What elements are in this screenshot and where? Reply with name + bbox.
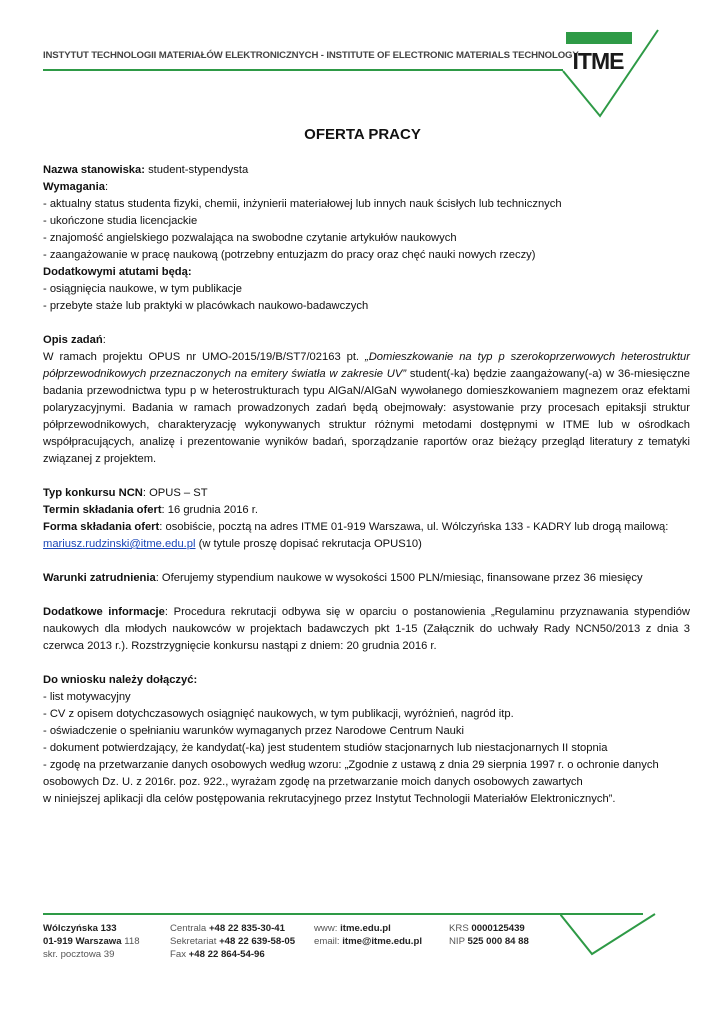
attach-label: Do wniosku należy dołączyć:	[43, 674, 198, 686]
asset-item: - osiągnięcia naukowe, w tym publikacje	[43, 283, 242, 295]
email-note: (w tytule proszę dopisać rekrutacja OPUS10)	[195, 538, 422, 550]
krs-label: KRS	[449, 923, 472, 934]
tasks-label: Opis zadań	[43, 334, 103, 346]
contest-value: : OPUS – ST	[142, 487, 208, 499]
extra-value: : Procedura rekrutacji odbywa się w oparciu o postanowienia „Regulaminu przyznawania stypendiów naukowych dla młodych naukowców w projektach badawczych pkt 1-15 (Załącznik do uchwały Rady NCN50/2013 z dnia 3 czerwca 2013 r.). Rozstrzygnięcie konkursu nastąpi z dniem: 20 grudnia 2016 r.	[43, 606, 691, 652]
tasks-heading	[43, 332, 690, 349]
secretariat-phone: +48 22 639-58-05	[219, 936, 296, 947]
requirement-item: - ukończone studia licencjackie	[43, 215, 198, 227]
page-title: OFERTA PRACY	[304, 126, 421, 143]
asset-item: - przebyte staże lub praktyki w placówkach naukowo-badawczych	[43, 300, 369, 312]
email-link[interactable]: mariusz.rudzinski@itme.edu.pl	[43, 538, 196, 550]
job-offer-body	[43, 162, 690, 808]
email-label: email:	[314, 936, 343, 947]
header-divider	[43, 69, 563, 71]
requirement-item: - znajomość angielskiego pozwalająca na swobodne czytanie artykułów naukowych	[43, 232, 457, 244]
footer-phones	[170, 922, 295, 961]
footer-web	[314, 922, 422, 948]
deadline-label: Termin składania ofert	[43, 504, 162, 516]
conditions-line	[43, 570, 690, 587]
attach-item: - oświadczenie o spełnianiu warunków wymaganych przez Narodowe Centrum Nauki	[43, 725, 464, 737]
logo-graphic	[540, 20, 670, 130]
attach-item: osobowych Dz. U. z 2016r. poz. 922., wyrażam zgodę na przetwarzanie moich danych osobowych zawartych	[43, 776, 583, 788]
footer-chevron	[560, 905, 660, 965]
requirement-item: - aktualny status studenta fizyki, chemii, inżynierii materiałowej lub innych nauk ścisłych lub technicznych	[43, 198, 562, 210]
footer-street: Wólczyńska 133	[43, 923, 117, 934]
footer-city-suffix: 118	[121, 936, 140, 947]
footer-city: 01-919 Warszawa	[43, 936, 122, 947]
deadline-line	[43, 502, 690, 519]
attach-item: - CV z opisem dotychczasowych osiągnięć naukowych, w tym publikacji, wyróżnień, nagród itp.	[43, 708, 514, 720]
requirements-heading	[43, 179, 690, 196]
assets-label: Dodatkowymi atutami będą:	[43, 266, 192, 278]
institute-name: INSTYTUT TECHNOLOGII MATERIAŁÓW ELEKTRONICZNYCH - INSTITUTE OF ELECTRONIC MATERIALS TECHNOLOGY	[43, 50, 579, 61]
nip-label: NIP	[449, 936, 468, 947]
attach-item: - dokument potwierdzający, że kandydat(-ka) jest studentem studiów stacjonarnych lub niestacjonarnych II stopnia	[43, 742, 608, 754]
conditions-label: Warunki zatrudnienia	[43, 572, 156, 584]
attach-item: w niniejszej aplikacji dla celów postępowania rekrutacyjnego przez Instytut Technologii Materiałów Elektronicznych”.	[43, 793, 616, 805]
tasks-intro: W ramach projektu OPUS nr UMO-2015/19/B/ST7/02163 pt.	[43, 351, 365, 363]
krs-number: 0000125439	[471, 923, 525, 934]
footer-pobox: skr. pocztowa 39	[43, 949, 115, 960]
footer-address	[43, 922, 140, 961]
deadline-value: : 16 grudnia 2016 r.	[161, 504, 258, 516]
attach-item: - zgodę na przetwarzanie danych osobowych według wzoru: „Zgodnie z ustawą z dnia 29 sierpnia 1997 r. o ochronie danych	[43, 759, 659, 771]
attach-heading	[43, 672, 690, 689]
project-title: „Domieszkowanie na typ p szerokoprzerwowych heterostruktur półprzewodnikowych przeznaczonych na emitery światła w zakresie UV”	[43, 351, 691, 380]
footer-registry	[449, 922, 529, 948]
www-link[interactable]: itme.edu.pl	[340, 923, 391, 934]
contest-line	[43, 485, 690, 502]
logo-top-bar	[566, 32, 632, 44]
requirements-colon: :	[104, 181, 109, 193]
tasks-colon: :	[102, 334, 106, 346]
position-line	[43, 162, 690, 179]
fax-number: +48 22 864-54-96	[188, 949, 265, 960]
tasks-description	[43, 349, 690, 468]
email-line	[43, 536, 690, 553]
extra-info	[43, 604, 690, 655]
secretariat-label: Sekretariat	[170, 936, 220, 947]
conditions-value: : Oferujemy stypendium naukowe w wysokości 1500 PLN/miesiąc, finansowane przez 36 miesięcy	[155, 572, 643, 584]
itme-logo: ITME	[572, 48, 624, 74]
fax-label: Fax	[170, 949, 189, 960]
central-phone: +48 22 835-30-41	[208, 923, 285, 934]
footer-chevron-line	[560, 914, 655, 954]
tasks-body: student(-ka) będzie zaangażowany(-a) w 36-miesięczne badania przewodnictwa typu p w heterostrukturach typu AlGaN/AlGaN wywołanego domieszkowaniem magnezem oraz efektami polaryzacyjnymi. Badania w ramach prowadzonych zadań będą obejmowały: asystowanie przy procesach epitaksji struktur półprzewodnikowych, charakteryzację wykonywanych struktur różnymi metodami dostępnymi w ITME lub w ośrodkach współpracujących, analizę i prezentowanie wyników badań, sporządzanie raportów oraz bieżący przegląd literatury z tematyki związanej z projektem.	[43, 368, 690, 465]
position-label: Nazwa stanowiska:	[43, 164, 145, 176]
www-label: www:	[314, 923, 341, 934]
form-line	[43, 519, 690, 536]
nip-number: 525 000 84 88	[467, 936, 529, 947]
form-label: Forma składania ofert	[43, 521, 160, 533]
requirement-item: - zaangażowanie w pracę naukową (potrzebny entuzjazm do pracy oraz chęć nauki nowych rzeczy)	[43, 249, 536, 261]
form-value: : osobiście, pocztą na adres ITME 01-919 Warszawa, ul. Wólczyńska 133 - KADRY lub drogą mailową:	[159, 521, 669, 533]
footer-email-link[interactable]: itme@itme.edu.pl	[342, 936, 422, 947]
position-value: student-stypendysta	[144, 164, 249, 176]
extra-label: Dodatkowe informacje	[43, 606, 165, 618]
requirements-label: Wymagania	[43, 181, 105, 193]
assets-heading	[43, 264, 690, 281]
contest-label: Typ konkursu NCN	[43, 487, 143, 499]
footer-divider	[43, 913, 643, 915]
attach-item: - list motywacyjny	[43, 691, 131, 703]
central-label: Centrala	[170, 923, 209, 934]
